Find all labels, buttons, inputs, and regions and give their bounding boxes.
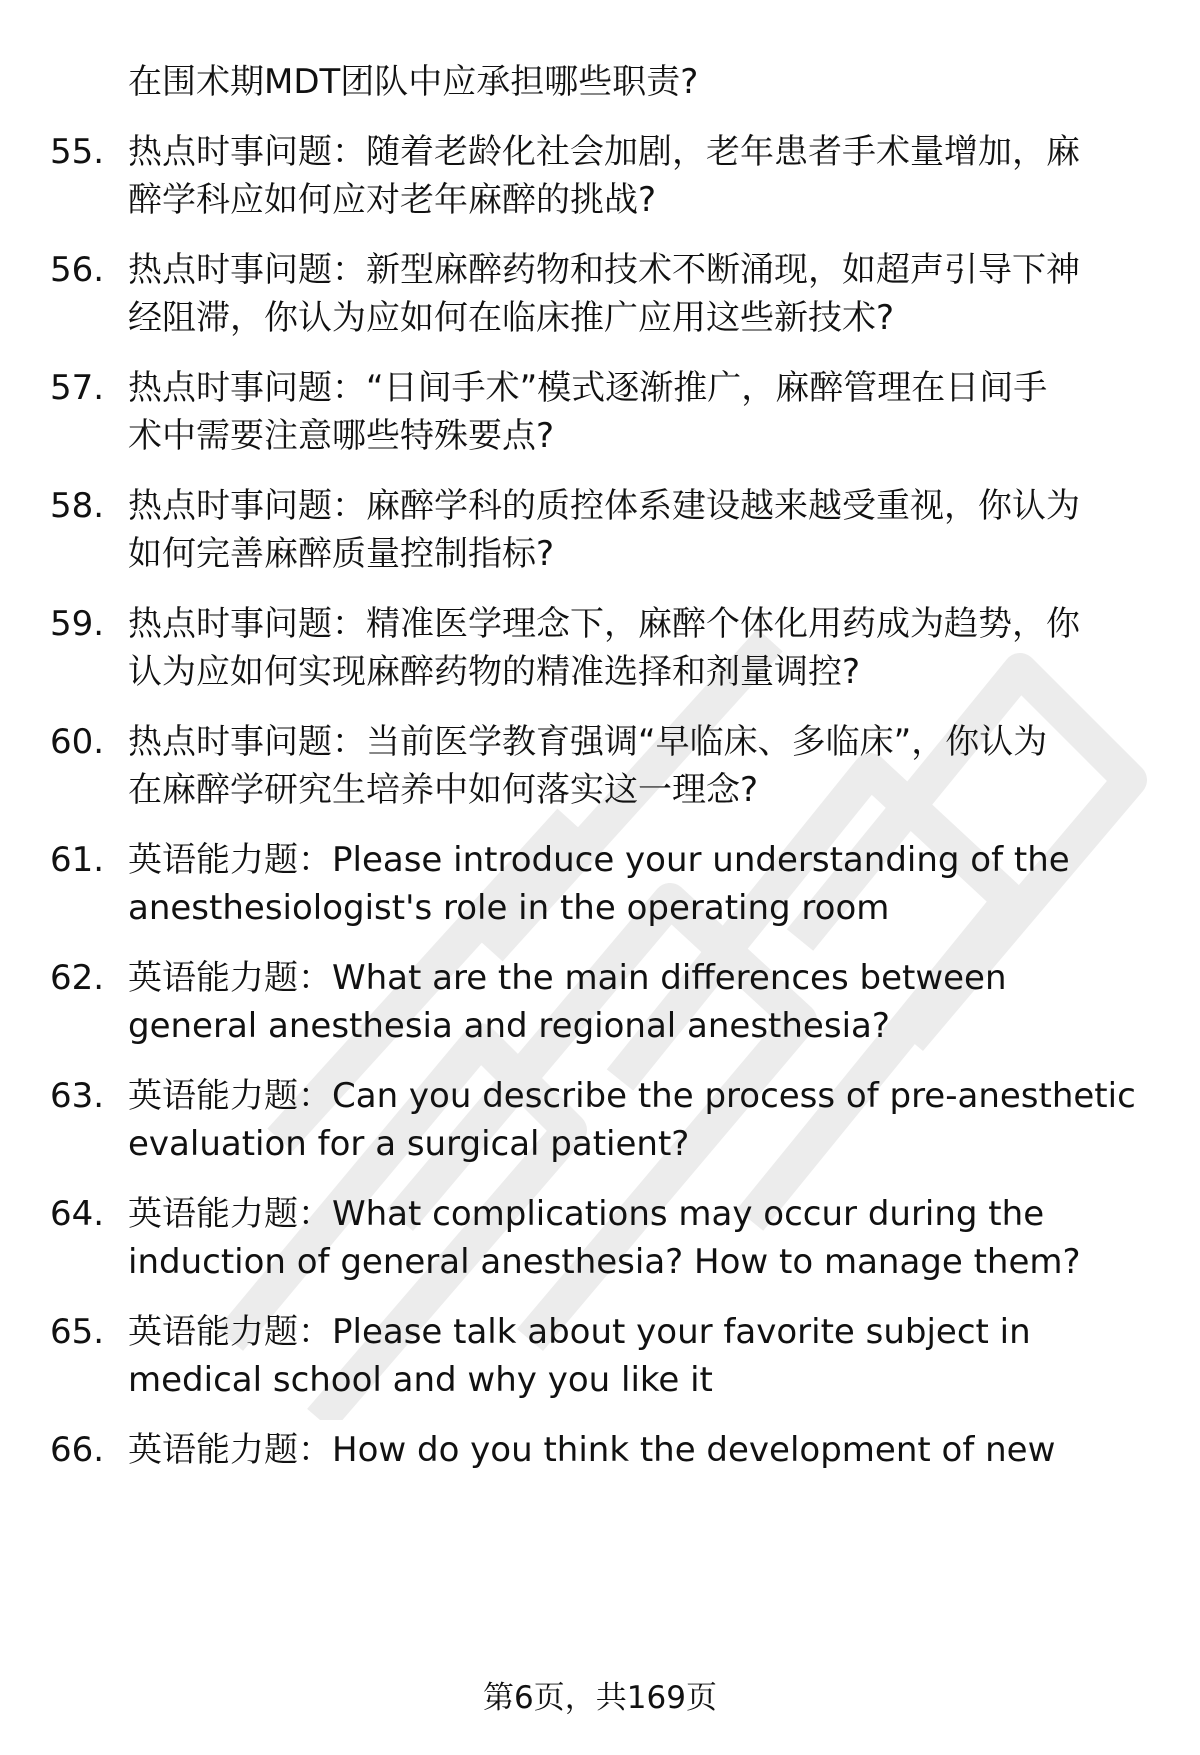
question-number: 56. [50, 250, 105, 290]
question-text [128, 1308, 1160, 1404]
question-text [128, 600, 1160, 696]
question-item-58 [50, 482, 1160, 578]
question-number: 57. [50, 368, 105, 408]
continuation-text: 在围术期MDT团队中应承担哪些职责? [128, 62, 699, 102]
question-item-59 [50, 600, 1160, 696]
question-line: 英语能力题：Please talk about your favorite subject in [128, 1312, 1031, 1352]
question-number: 59. [50, 604, 105, 644]
question-line: 醉学科应如何应对老年麻醉的挑战? [128, 180, 657, 220]
question-line: evaluation for a surgical patient? [128, 1124, 690, 1164]
question-number: 60. [50, 722, 105, 762]
question-number: 62. [50, 958, 105, 998]
question-line: 热点时事问题：精准医学理念下，麻醉个体化用药成为趋势，你 [128, 604, 1080, 644]
question-line: 英语能力题：Can you describe the process of pre-anesthetic [128, 1076, 1136, 1116]
question-line: 在麻醉学研究生培养中如何落实这一理念? [128, 770, 759, 810]
question-line: 英语能力题：Please introduce your understanding of the [128, 840, 1070, 880]
question-number: 55. [50, 132, 105, 172]
question-number: 63. [50, 1076, 105, 1116]
question-text [128, 954, 1160, 1050]
question-text [128, 128, 1160, 224]
question-line: 英语能力题：What are the main differences between [128, 958, 1007, 998]
question-line: 术中需要注意哪些特殊要点? [128, 416, 555, 456]
question-text [128, 1426, 1160, 1474]
question-item-62 [50, 954, 1160, 1050]
question-line: 英语能力题：How do you think the development of new [128, 1430, 1056, 1470]
question-text [128, 836, 1160, 932]
question-item-66 [50, 1426, 1160, 1474]
question-text [128, 246, 1160, 342]
question-item-56 [50, 246, 1160, 342]
question-item-55 [50, 128, 1160, 224]
question-text [128, 718, 1160, 814]
page-footer: 第6页，共169页 [483, 1680, 717, 1716]
question-text [128, 1072, 1160, 1168]
question-line: induction of general anesthesia? How to manage them? [128, 1242, 1081, 1282]
question-item-65 [50, 1308, 1160, 1404]
question-item-61 [50, 836, 1160, 932]
question-item-64 [50, 1190, 1160, 1286]
question-number: 65. [50, 1312, 105, 1352]
question-line: 英语能力题：What complications may occur during the [128, 1194, 1045, 1234]
question-number: 64. [50, 1194, 105, 1234]
question-line: general anesthesia and regional anesthesia? [128, 1006, 890, 1046]
question-text [128, 1190, 1160, 1286]
question-number: 58. [50, 486, 105, 526]
question-line: 热点时事问题：新型麻醉药物和技术不断涌现，如超声引导下神 [128, 250, 1080, 290]
question-line: 热点时事问题：麻醉学科的质控体系建设越来越受重视，你认为 [128, 486, 1080, 526]
question-line: 认为应如何实现麻醉药物的精准选择和剂量调控? [128, 652, 861, 692]
question-line: 热点时事问题：随着老龄化社会加剧，老年患者手术量增加，麻 [128, 132, 1080, 172]
question-line: 经阻滞，你认为应如何在临床推广应用这些新技术? [128, 298, 895, 338]
question-text [128, 482, 1160, 578]
question-number: 66. [50, 1430, 105, 1470]
question-item-63 [50, 1072, 1160, 1168]
question-item-57 [50, 364, 1160, 460]
question-line: 热点时事问题：当前医学教育强调“早临床、多临床”，你认为 [128, 722, 1048, 762]
question-line: medical school and why you like it [128, 1360, 713, 1400]
question-line: 热点时事问题：“日间手术”模式逐渐推广，麻醉管理在日间手 [128, 368, 1048, 408]
question-number: 61. [50, 840, 105, 880]
question-item-60 [50, 718, 1160, 814]
question-text [128, 364, 1160, 460]
question-line: anesthesiologist's role in the operating room [128, 888, 890, 928]
question-line: 如何完善麻醉质量控制指标? [128, 534, 555, 574]
